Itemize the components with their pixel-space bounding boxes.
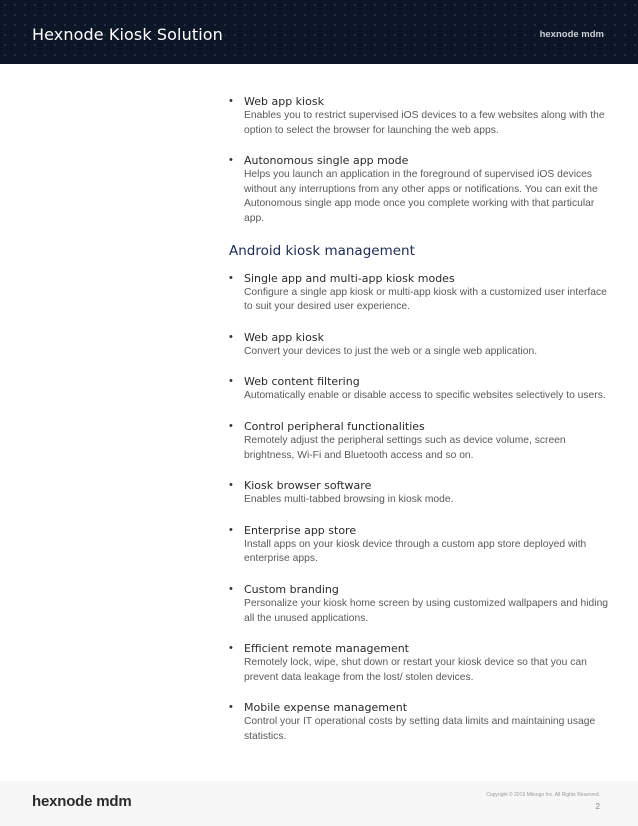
item-title: Web app kiosk xyxy=(244,95,324,108)
item-title: Web content filtering xyxy=(244,375,360,389)
item-description: Automatically enable or disable access to specific websites selectively to users. xyxy=(244,390,606,402)
item-title: Web app kiosk xyxy=(244,330,324,344)
item-title: Single app and multi-app kiosk modes xyxy=(244,271,455,285)
item-description: Personalize your kiosk home screen by using customized wallpapers and hiding all the unused applications. xyxy=(244,597,609,624)
bullet-icon: • xyxy=(229,95,233,107)
item-description: Convert your devices to just the web or a single web application. xyxy=(244,345,538,357)
list-item xyxy=(229,419,609,463)
item-title: Efficient remote management xyxy=(244,642,409,656)
list-item xyxy=(229,582,609,626)
item-description: Remotely adjust the peripheral settings such as device volume, screen brightness, Wi-Fi and Bluetooth access and so on. xyxy=(244,434,566,461)
list-item xyxy=(229,153,609,226)
item-title: Autonomous single app mode xyxy=(244,154,409,168)
item-title: Enterprise app store xyxy=(244,523,357,537)
item-title: Control peripheral functionalities xyxy=(244,419,425,433)
item-title: Kiosk browser software xyxy=(244,479,372,493)
bullet-icon: • xyxy=(229,330,233,343)
bullet-icon: • xyxy=(229,479,233,492)
item-description: Control your IT operational costs by setting data limits and maintaining usage statistics. xyxy=(244,716,596,742)
item-description: Helps you launch an application in the foreground of supervised iOS devices without any interruptions from any other apps or notifications. You can exit the Autonomous single app mode once you complete working with that particular app. xyxy=(244,169,598,224)
list-item xyxy=(229,271,609,315)
list-item xyxy=(229,523,609,567)
item-description: Remotely lock, wipe, shut down or restart your kiosk device so that you can prevent data leakage from the lost/ stolen devices. xyxy=(244,657,587,683)
bullet-icon: • xyxy=(229,419,233,432)
footer-brand-logo: hexnode mdm xyxy=(32,793,132,810)
list-item xyxy=(229,700,609,744)
bullet-icon: • xyxy=(229,271,233,284)
item-title: Custom branding xyxy=(244,582,339,596)
item-description: Enables you to restrict supervised iOS devices to a few websites along with the option to select the browser for launching the web apps. xyxy=(244,110,605,136)
bullet-icon: • xyxy=(229,701,233,714)
item-description: Enables multi-tabbed browsing in kiosk mode. xyxy=(244,494,454,506)
header-title: Hexnode Kiosk Solution xyxy=(32,25,223,44)
list-item xyxy=(229,641,609,685)
list-item xyxy=(229,94,609,138)
footer-copyright: Copyright © 2019 Mitsogo Inc. All Rights Reserved. xyxy=(486,792,600,798)
list-item xyxy=(229,374,609,404)
item-description: Configure a single app kiosk or multi-app kiosk with a customized user interface to suit your desired user experience. xyxy=(244,286,607,313)
item-description: Install apps on your kiosk device through a custom app store deployed with enterprise apps. xyxy=(244,538,587,565)
bullet-icon: • xyxy=(229,642,233,655)
bullet-icon: • xyxy=(229,154,233,167)
bullet-icon: • xyxy=(229,582,233,595)
main-content xyxy=(229,94,609,759)
bullet-icon: • xyxy=(229,523,233,536)
section-heading-android: Android kiosk management xyxy=(229,242,415,259)
page-footer xyxy=(0,781,638,826)
header-brand-logo: hexnode mdm xyxy=(539,29,604,40)
bullet-icon: • xyxy=(229,375,233,388)
page-number: 2 xyxy=(595,802,600,811)
list-item xyxy=(229,330,609,360)
item-title: Mobile expense management xyxy=(244,701,408,715)
page-header xyxy=(0,0,638,64)
list-item xyxy=(229,478,609,508)
